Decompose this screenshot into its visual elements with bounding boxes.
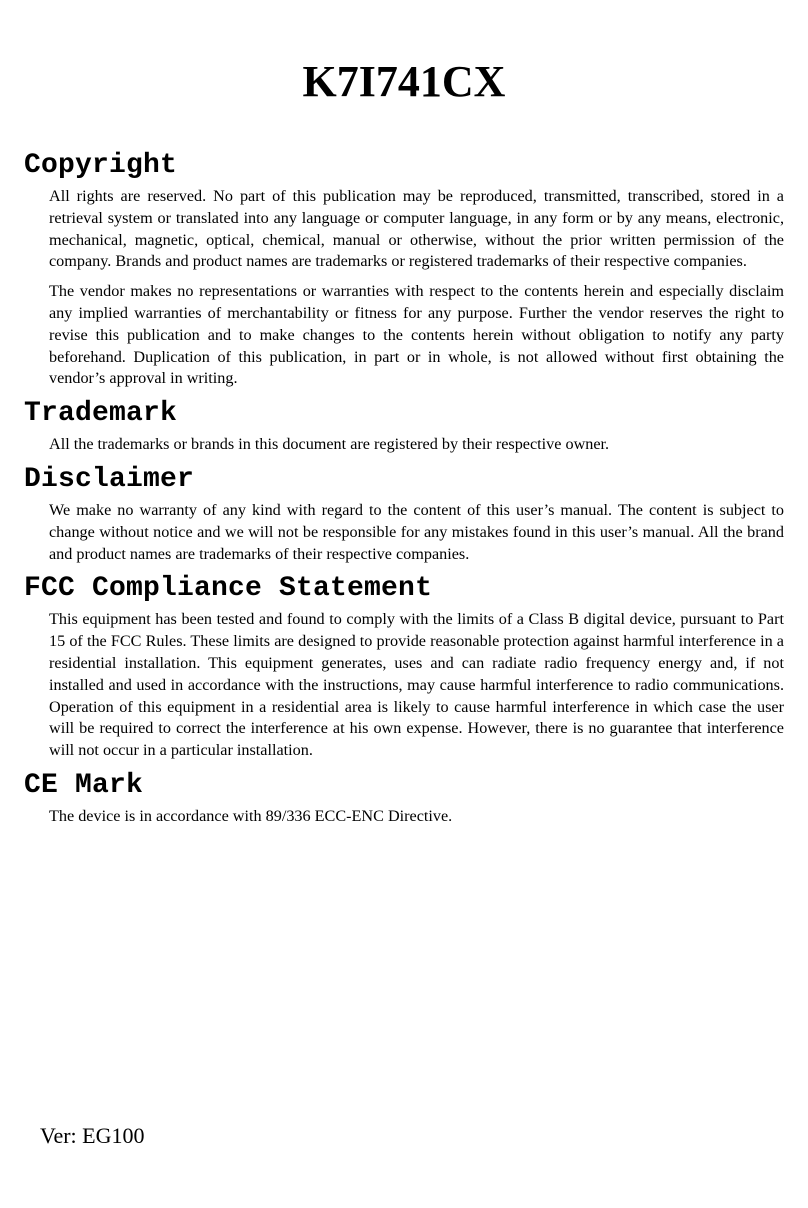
version-label: Ver: EG100 xyxy=(40,1123,145,1148)
trademark-paragraph: All the trademarks or brands in this document are registered by their respective owner. xyxy=(49,435,610,454)
section-heading-trademark: Trademark xyxy=(24,398,178,430)
section-heading-copyright: Copyright xyxy=(24,150,178,181)
section-copyright xyxy=(24,146,784,390)
document-body xyxy=(24,146,784,832)
section-ce-mark xyxy=(24,766,784,828)
ce-mark-paragraph: The device is in accordance with 89/336 ECC-ENC Directive. xyxy=(49,806,453,825)
disclaimer-paragraph: We make no warranty of any kind with regard to the content of this user’s manual. The content is subject to change without notice and we will not be responsible for any mistakes found in this user’s manual. All the brand and product names are trademarks of their respective companies. xyxy=(49,500,784,563)
section-heading-fcc: FCC Compliance Statement xyxy=(24,573,433,605)
fcc-paragraph: This equipment has been tested and found to comply with the limits of a Class B digital device, pursuant to Part 15 of the FCC Rules. These limits are designed to provide reasonable protection against harmful interference in a residential installation. This equipment generates, uses and can radiate radio frequency energy and, if not installed and used in accordance with the instructions, may cause harmful interference to radio communications. Operation of this equipment in a residential area is likely to cause harmful interference in which case the user will be required to correct the interference at his own expense. However, there is no guarantee that interference will not occur in a particular installation. xyxy=(49,610,784,760)
section-heading-disclaimer: Disclaimer xyxy=(24,463,195,495)
section-heading-ce-mark: CE Mark xyxy=(24,769,144,801)
document-title: K7I741CX xyxy=(302,57,506,106)
section-fcc xyxy=(24,569,784,762)
copyright-paragraph-1: All rights are reserved. No part of this publication may be reproduced, transmitted, transcribed, stored in a retrieval system or translated into any language or computer language, in any form or by any means, electronic, mechanical, magnetic, optical, chemical, manual or otherwise, without the prior written permission of the company. Brands and product names are trademarks or registered trademarks of their respective companies. xyxy=(49,187,784,271)
section-disclaimer xyxy=(24,460,784,565)
copyright-paragraph-2: The vendor makes no representations or warranties with respect to the contents herein and especially disclaim any implied warranties of merchantability or fitness for any purpose. Further the vendor reserves the right to revise this publication and to make changes to the contents herein without obligation to notify any party beforehand. Duplication of this publication, in part or in whole, is not allowed without first obtaining the vendor’s approval in writing. xyxy=(49,282,784,388)
section-trademark xyxy=(24,394,784,456)
